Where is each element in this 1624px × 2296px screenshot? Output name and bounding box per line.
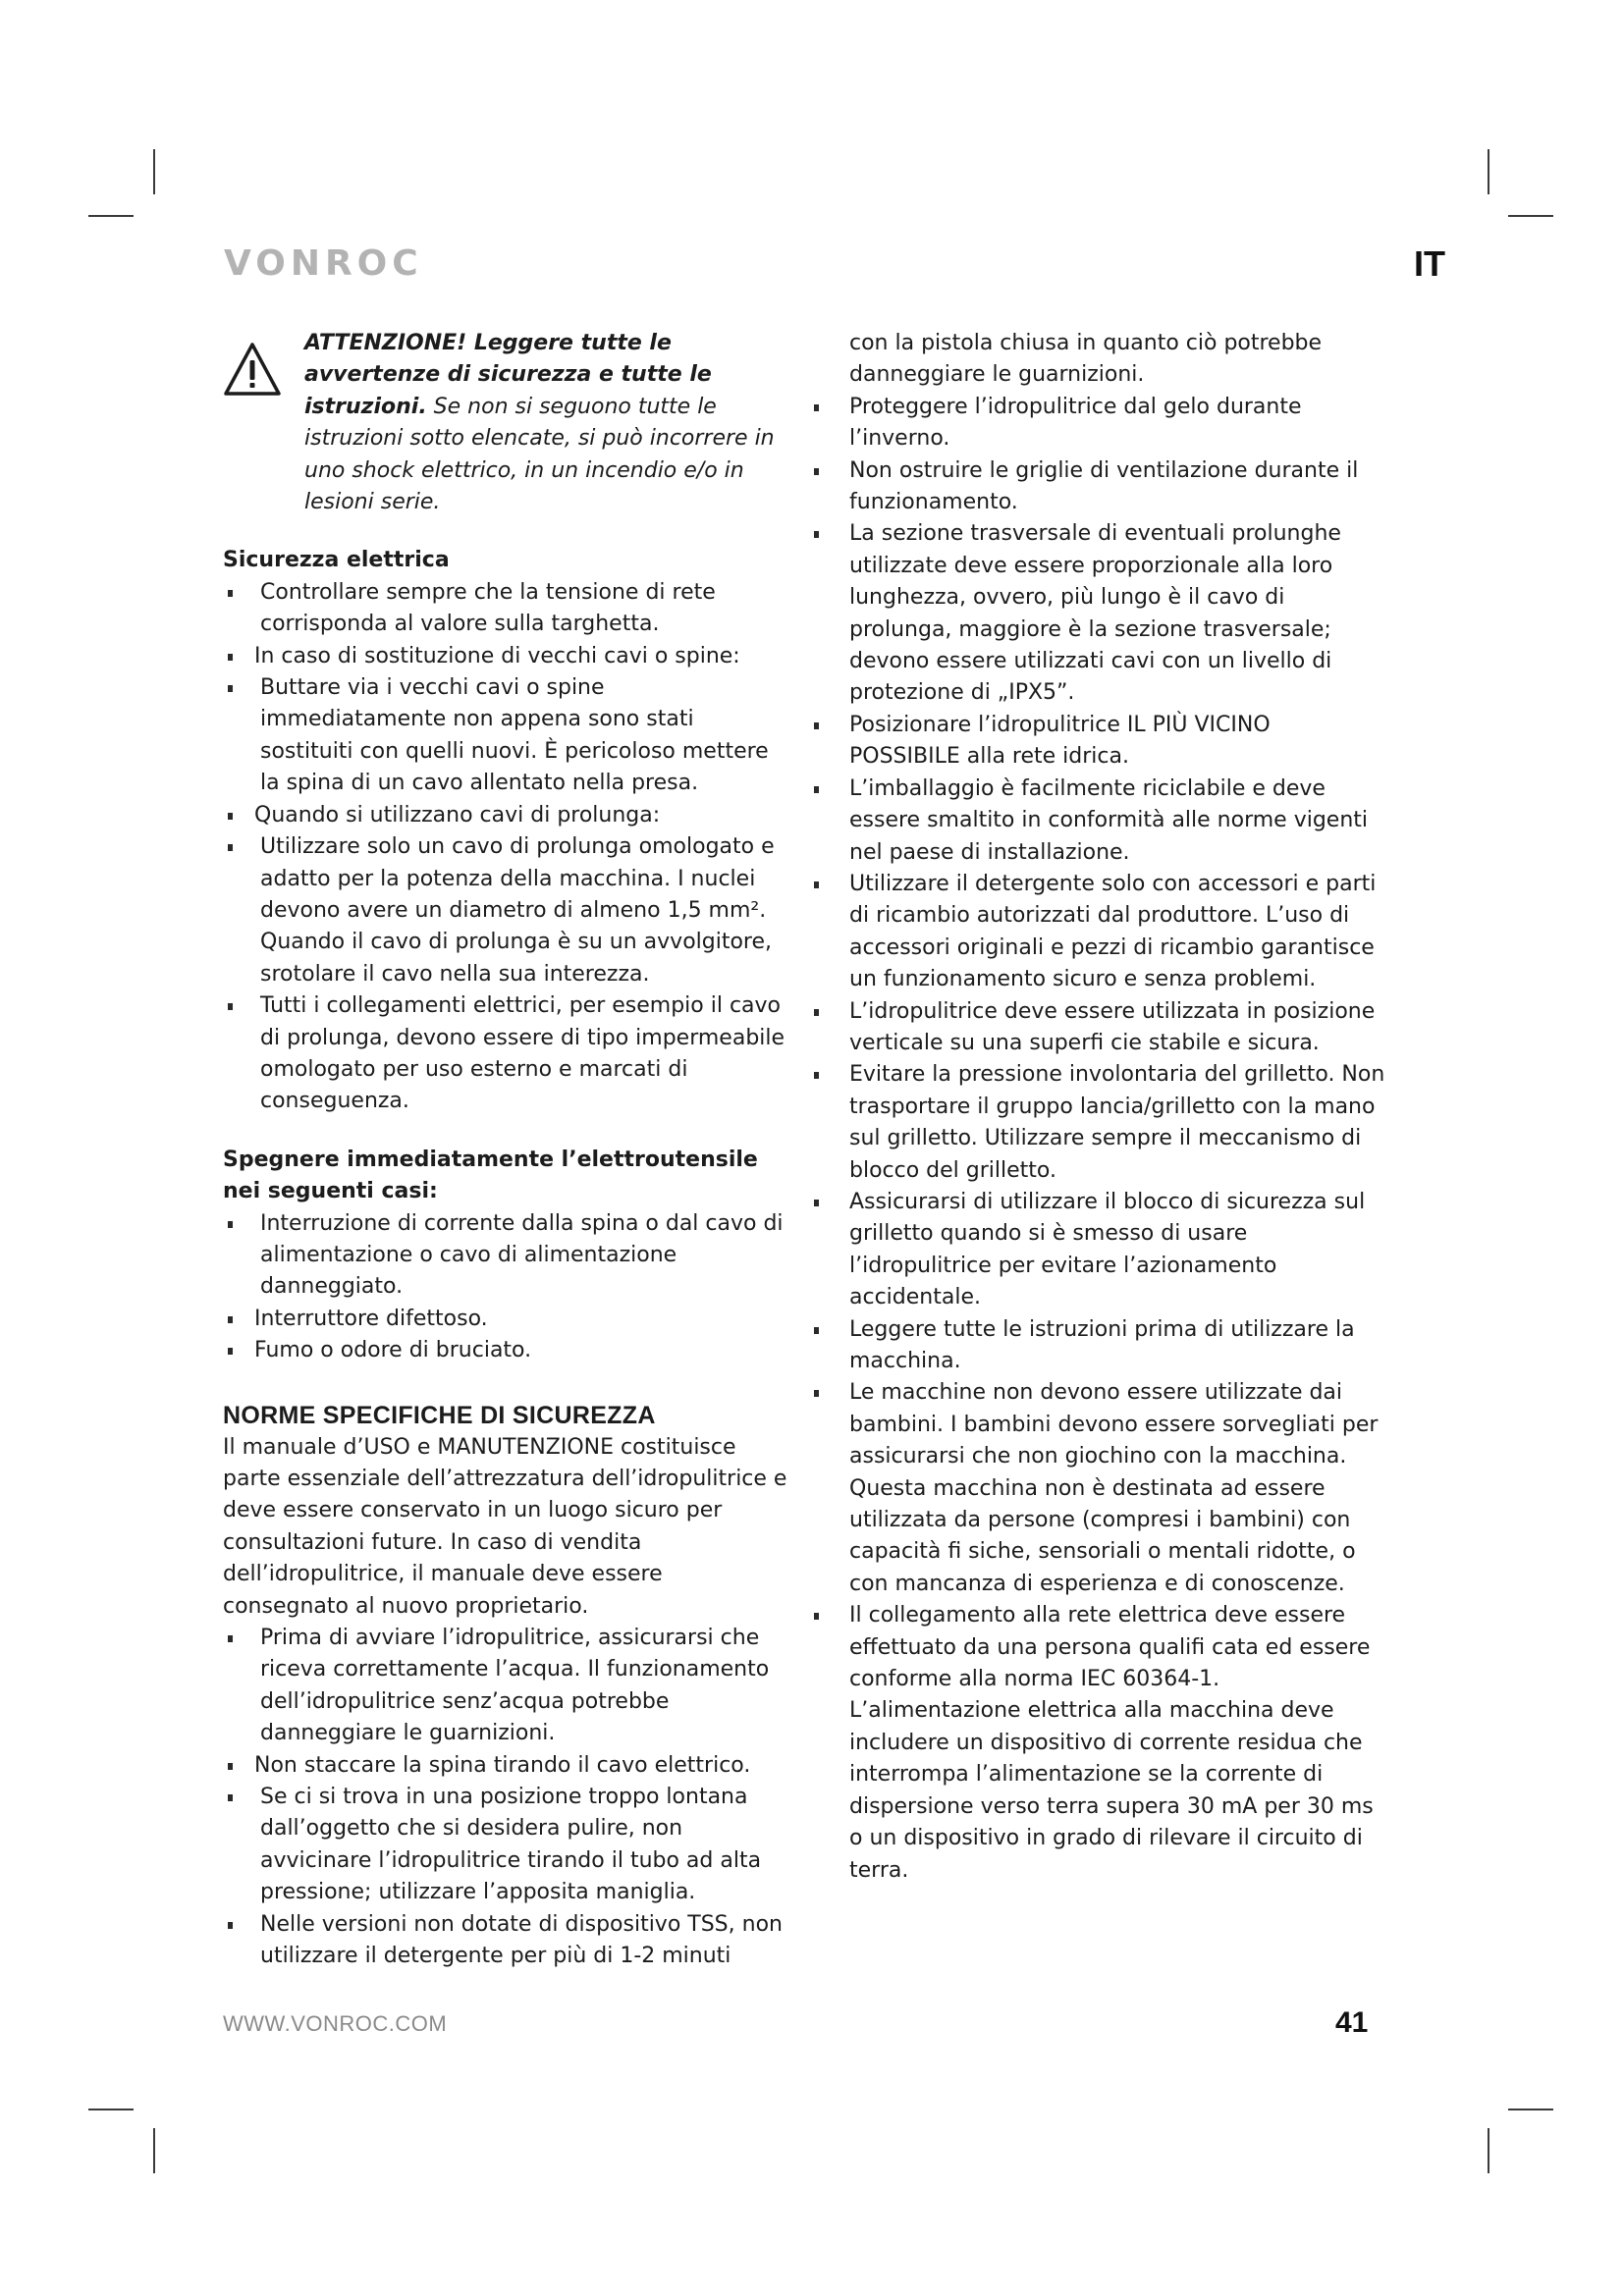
list-item: Se ci si trova in una posizione troppo lontana dall’oggetto che si desidera pulire, non avvicinare l’idropulitrice tirando il tubo ad alta pressione; utilizzare l’apposita maniglia. [223, 1782, 792, 1909]
list-item: In caso di sostituzione di vecchi cavi o spine: [223, 641, 792, 672]
electrical-safety-heading: Sicurezza elettrica [223, 548, 450, 573]
continued-text: con la pistola chiusa in quanto ciò potrebbe danneggiare le guarnizioni. [849, 331, 1323, 388]
crop-mark [1508, 215, 1553, 217]
list-item: Le macchine non devono essere utilizzate dai bambini. I bambini devono essere sorvegliati per assicurarsi che non giochino con la macchina. Questa macchina non è destinata ad essere utilizzata da persone (compresi i bambini) con capacità fi siche, sensoriali o mentali ridotte, o con mancanza di esperienza e di conoscenze. [808, 1377, 1387, 1600]
specific-safety-heading: NORME SPECIFICHE DI SICUREZZA [223, 1401, 656, 1429]
footer-url[interactable]: WWW.VONROC.COM [223, 2011, 448, 2036]
crop-mark [153, 149, 155, 194]
language-code: IT [1414, 243, 1445, 284]
list-item: Il collegamento alla rete elettrica deve essere effettuato da una persona qualifi cata ed essere conforme alla norma IEC 60364-1. L’alimentazione elettrica alla macchina deve includere un dispositivo di corrente residua che interrompa l’alimentazione se la corrente di dispersione verso terra supera 30 mA per 30 ms o un dispositivo in grado di rilevare il circuito di terra. [808, 1600, 1387, 1887]
right-column [808, 328, 1387, 1887]
list-item: Posizionare l’idropulitrice IL PIÙ VICINO POSSIBILE alla rete idrica. [808, 710, 1387, 774]
specific-safety-list-right [808, 392, 1387, 1887]
list-item: Non ostruire le griglie di ventilazione durante il funzionamento. [808, 455, 1387, 519]
list-item: Nelle versioni non dotate di dispositivo TSS, non utilizzare il detergente per più di 1-2 minuti [223, 1909, 792, 1973]
specific-intro: Il manuale d’USO e MANUTENZIONE costituisce parte essenziale dell’attrezzatura dell’idropulitrice e deve essere conservato in un luogo sicuro per consultazioni future. In caso di vendita dell’idropulitrice, il manuale deve essere consegnato al nuovo proprietario. [223, 1434, 787, 1619]
crop-mark [88, 2109, 134, 2110]
crop-mark [153, 2128, 155, 2173]
list-item: Utilizzare solo un cavo di prolunga omologato e adatto per la potenza della macchina. I nuclei devono avere un diametro di almeno 1,5 mm². Quando il cavo di prolunga è su un avvolgitore, srotolare il cavo nella sua interezza. [223, 831, 792, 990]
list-item: Assicurarsi di utilizzare il blocco di sicurezza sul grilletto quando si è smesso di usare l’idropulitrice per evitare l’azionamento accidentale. [808, 1187, 1387, 1314]
list-item: La sezione trasversale di eventuali prolunghe utilizzate deve essere proporzionale alla loro lunghezza, ovvero, più lungo è il cavo di prolunga, maggiore è la sezione trasversale; devono essere utilizzati cavi con un livello di protezione di „IPX5”. [808, 518, 1387, 709]
list-item: Fumo o odore di bruciato. [223, 1335, 792, 1366]
list-item: Evitare la pressione involontaria del grilletto. Non trasportare il gruppo lancia/grilletto con la mano sul grilletto. Utilizzare sempre il meccanismo di blocco del grilletto. [808, 1059, 1387, 1187]
left-column [223, 328, 792, 1973]
list-item: Interruzione di corrente dalla spina o dal cavo di alimentazione o cavo di alimentazione danneggiato. [223, 1208, 792, 1304]
crop-mark [1488, 2128, 1489, 2173]
list-item: L’imballaggio è facilmente riciclabile e deve essere smaltito in conformità alle norme vigenti nel paese di installazione. [808, 774, 1387, 869]
list-item: Non staccare la spina tirando il cavo elettrico. [223, 1750, 792, 1782]
list-item: Buttare via i vecchi cavi o spine immediatamente non appena sono stati sostituiti con quelli nuovi. È pericoloso mettere la spina di un cavo allentato nella presa. [223, 672, 792, 800]
electrical-safety-list [223, 577, 792, 1118]
list-item: Leggere tutte le istruzioni prima di utilizzare la macchina. [808, 1314, 1387, 1378]
crop-mark [88, 215, 134, 217]
warning-rest: Se non si seguono tutte le istruzioni sotto elencate, si può incorrere in uno shock elettrico, in un incendio e/o in lesioni serie. [304, 394, 775, 515]
list-item: Quando si utilizzano cavi di prolunga: [223, 800, 792, 831]
list-item: Proteggere l’idropulitrice dal gelo durante l’inverno. [808, 392, 1387, 455]
warning-lead: ATTENZIONE! Leggere tutte le avvertenze di sicurezza e tutte le istruzioni. [304, 331, 712, 419]
list-item: L’idropulitrice deve essere utilizzata in posizione verticale su una superfi cie stabile e sicura. [808, 996, 1387, 1060]
brand-logo: VONROC [224, 243, 423, 284]
list-item: Controllare sempre che la tensione di rete corrisponda al valore sulla targhetta. [223, 577, 792, 641]
shutdown-heading: Spegnere immediatamente l’elettroutensile nei seguenti casi: [223, 1147, 758, 1204]
specific-safety-list-left [223, 1623, 792, 1972]
crop-mark [1488, 149, 1489, 194]
list-item: Tutti i collegamenti elettrici, per esempio il cavo di prolunga, devono essere di tipo impermeabile omologato per uso esterno e marcati di conseguenza. [223, 990, 792, 1118]
list-item: Interruttore difettoso. [223, 1304, 792, 1335]
list-item: Prima di avviare l’idropulitrice, assicurarsi che riceva correttamente l’acqua. Il funzionamento dell’idropulitrice senz’acqua potrebbe danneggiare le guarnizioni. [223, 1623, 792, 1750]
warning-block [223, 328, 792, 518]
list-item: Utilizzare il detergente solo con accessori e parti di ricambio autorizzati dal produttore. L’uso di accessori originali e pezzi di ricambio garantisce un funzionamento sicuro e senza problemi. [808, 869, 1387, 996]
warning-text [304, 328, 792, 518]
page-number: 41 [1335, 2006, 1369, 2039]
warning-triangle-icon [223, 342, 282, 397]
crop-mark [1508, 2109, 1553, 2110]
shutdown-list [223, 1208, 792, 1367]
